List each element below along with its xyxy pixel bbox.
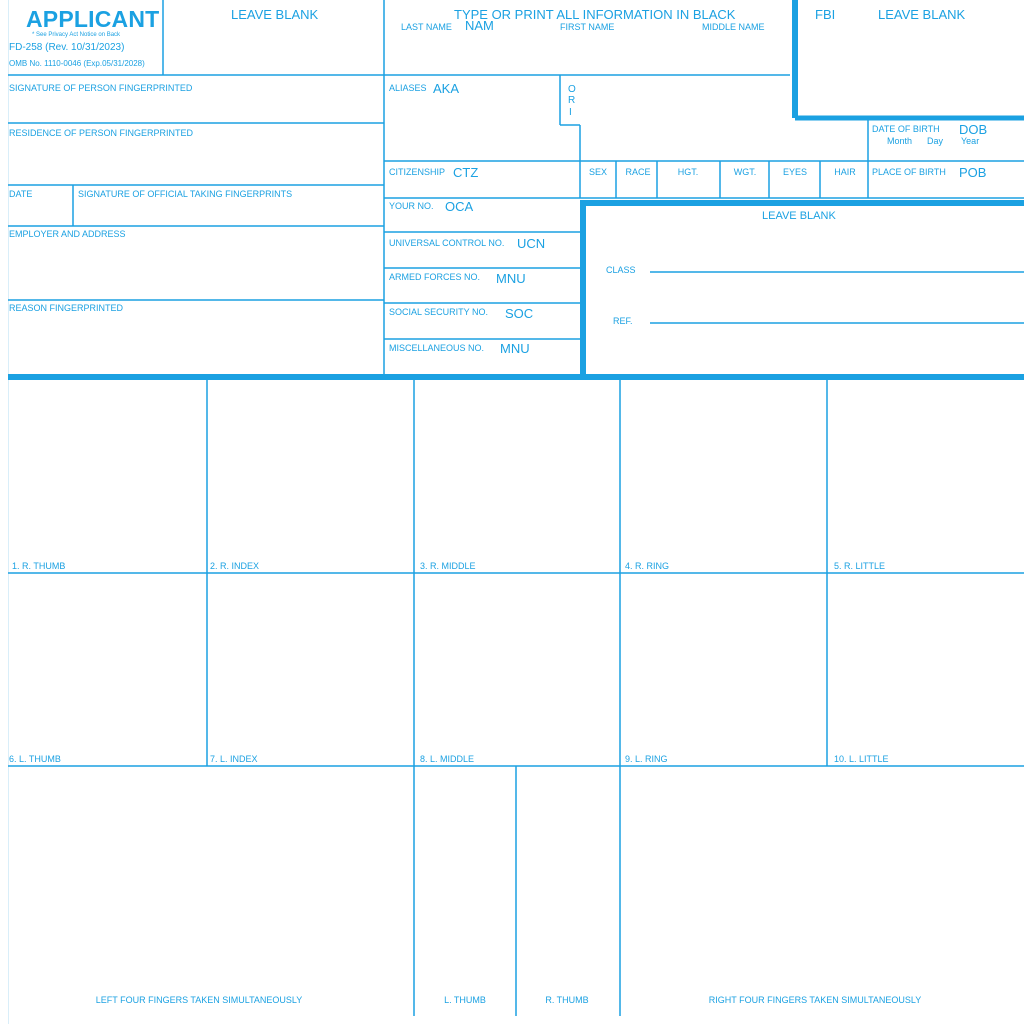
- signature-official-label: SIGNATURE OF OFFICIAL TAKING FINGERPRINTS: [78, 189, 293, 199]
- fbi-label: FBI: [815, 7, 836, 22]
- employer-label: EMPLOYER AND ADDRESS: [9, 229, 126, 239]
- ssn-code: SOC: [505, 306, 534, 321]
- hgt-label: HGT.: [677, 167, 699, 177]
- l-thumb-plain-label: L. THUMB: [444, 995, 486, 1005]
- dob-day: Day: [927, 136, 944, 146]
- aliases-label: ALIASES: [389, 83, 427, 93]
- first-name-label: FIRST NAME: [560, 22, 615, 32]
- date-label: DATE: [9, 189, 33, 199]
- ori-letter-i: I: [569, 107, 572, 118]
- finger-label-l-index: 7. L. INDEX: [210, 754, 258, 764]
- leave-blank-header-right: LEAVE BLANK: [878, 7, 966, 22]
- privacy-note: * See Privacy Act Notice on Back: [32, 32, 121, 38]
- pob-code: POB: [959, 165, 987, 180]
- your-no-label: YOUR NO.: [389, 201, 434, 211]
- finger-label-l-thumb: 6. L. THUMB: [9, 754, 61, 764]
- pob-label: PLACE OF BIRTH: [872, 167, 946, 177]
- misc-code: MNU: [500, 341, 530, 356]
- right-four-fingers-label: RIGHT FOUR FINGERS TAKEN SIMULTANEOUSLY: [708, 995, 922, 1005]
- ori-letter-o: O: [568, 84, 576, 95]
- finger-label-r-little: 5. R. LITTLE: [834, 561, 886, 571]
- signature-person-label: SIGNATURE OF PERSON FINGERPRINTED: [9, 83, 193, 93]
- armed-forces-label: ARMED FORCES NO.: [389, 272, 481, 282]
- dob-label: DATE OF BIRTH: [872, 124, 940, 134]
- finger-label-l-little: 10. L. LITTLE: [834, 754, 889, 764]
- finger-label-l-middle: 8. L. MIDDLE: [420, 754, 475, 764]
- instruction-header: TYPE OR PRINT ALL INFORMATION IN BLACK: [454, 7, 736, 22]
- ref-label: REF.: [613, 316, 633, 326]
- your-no-code: OCA: [445, 199, 474, 214]
- left-four-fingers-label: LEFT FOUR FINGERS TAKEN SIMULTANEOUSLY: [95, 995, 303, 1005]
- ori-letter-r: R: [568, 95, 576, 106]
- finger-label-r-index: 2. R. INDEX: [210, 561, 260, 571]
- armed-forces-code: MNU: [496, 271, 526, 286]
- reason-label: REASON FINGERPRINTED: [9, 303, 124, 313]
- hair-label: HAIR: [834, 167, 856, 177]
- finger-label-r-ring: 4. R. RING: [625, 561, 670, 571]
- wgt-label: WGT.: [733, 167, 757, 177]
- leave-blank-box-label: LEAVE BLANK: [762, 210, 836, 222]
- finger-label-r-middle: 3. R. MIDDLE: [420, 561, 476, 571]
- form-title: APPLICANT: [26, 6, 160, 32]
- omb-number: OMB No. 1110-0046 (Exp.05/31/2028): [9, 59, 145, 68]
- r-thumb-plain-label: R. THUMB: [545, 995, 589, 1005]
- aliases-code: AKA: [433, 81, 460, 96]
- dob-year: Year: [961, 136, 980, 146]
- class-label: CLASS: [606, 265, 636, 275]
- misc-label: MISCELLANEOUS NO.: [389, 343, 485, 353]
- eyes-label: EYES: [782, 167, 808, 177]
- finger-label-l-ring: 9. L. RING: [625, 754, 668, 764]
- ucn-label: UNIVERSAL CONTROL NO.: [389, 238, 505, 248]
- citizenship-label: CITIZENSHIP: [389, 167, 446, 177]
- dob-code: DOB: [959, 122, 988, 137]
- form-number: FD-258 (Rev. 10/31/2023): [9, 42, 125, 53]
- ucn-code: UCN: [517, 236, 546, 251]
- leave-blank-header-left: LEAVE BLANK: [231, 7, 319, 22]
- citizenship-code: CTZ: [453, 165, 479, 180]
- sex-label: SEX: [588, 167, 608, 177]
- finger-label-r-thumb: 1. R. THUMB: [12, 561, 66, 571]
- last-name-code: NAM: [465, 18, 494, 33]
- ssn-label: SOCIAL SECURITY NO.: [389, 307, 489, 317]
- residence-label: RESIDENCE OF PERSON FINGERPRINTED: [9, 128, 194, 138]
- last-name-label: LAST NAME: [401, 22, 452, 32]
- middle-name-label: MIDDLE NAME: [702, 22, 765, 32]
- dob-month: Month: [887, 136, 913, 146]
- race-label: RACE: [625, 167, 651, 177]
